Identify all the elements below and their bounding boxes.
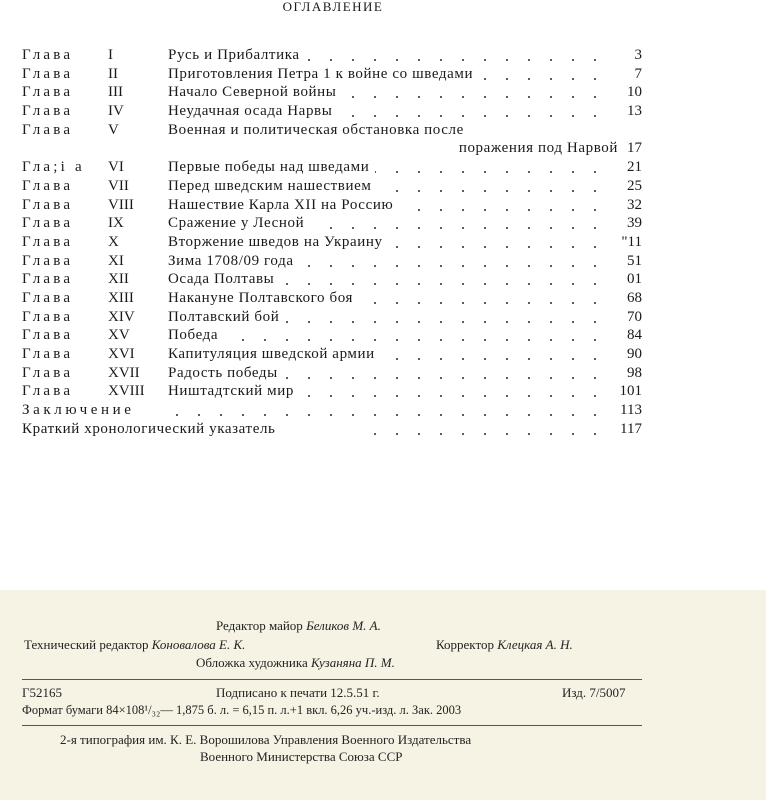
toc-row bbox=[22, 308, 642, 327]
chapter-number: XVII bbox=[108, 364, 140, 381]
chapter-page-number: 13 bbox=[627, 103, 642, 120]
dot-leader bbox=[300, 395, 606, 397]
chapter-word: Глава bbox=[22, 327, 74, 344]
chapter-page-number: 39 bbox=[627, 215, 642, 232]
chapter-number: V bbox=[108, 121, 119, 138]
chapter-page-number: 51 bbox=[627, 252, 642, 269]
chapter-word: Глава bbox=[22, 196, 74, 213]
dot-leader bbox=[359, 302, 606, 304]
dot-leader bbox=[389, 246, 606, 248]
toc-row bbox=[22, 102, 642, 121]
imprint-area bbox=[0, 590, 766, 800]
divider bbox=[22, 679, 642, 680]
toc-row bbox=[22, 121, 642, 158]
dot-leader bbox=[300, 265, 606, 267]
chapter-number: IV bbox=[108, 103, 124, 120]
toc-row-chronology bbox=[22, 420, 642, 439]
chapter-page-number: 98 bbox=[627, 364, 642, 381]
toc-row bbox=[22, 177, 642, 196]
chapter-number: VII bbox=[108, 177, 129, 194]
chapter-word: Глава bbox=[22, 84, 74, 101]
chapter-title: Зима 1708/09 года bbox=[168, 252, 294, 269]
toc-row bbox=[22, 364, 642, 383]
chapter-number: XI bbox=[108, 252, 124, 269]
dot-leader bbox=[310, 227, 606, 229]
toc-row bbox=[22, 270, 642, 289]
proofreader-name: Клецкая А. Н. bbox=[497, 637, 573, 652]
toc-row bbox=[22, 196, 642, 215]
editor-line bbox=[216, 618, 381, 634]
dot-leader bbox=[367, 433, 606, 435]
toc-row bbox=[22, 345, 642, 364]
chapter-title: Победа bbox=[168, 327, 219, 344]
chapter-page-number: 01 bbox=[627, 271, 642, 288]
chapter-title: Капитуляция шведской армии bbox=[168, 346, 375, 363]
toc-row bbox=[22, 326, 642, 345]
toc-page-number: 117 bbox=[620, 420, 642, 437]
printer-line-2: Военного Министерства Союза ССР bbox=[200, 749, 403, 764]
dot-leader bbox=[381, 358, 606, 360]
chapter-number: IX bbox=[108, 215, 124, 232]
chapter-word: Глава bbox=[22, 364, 74, 381]
chapter-word: Глава bbox=[22, 346, 74, 363]
chapter-number: II bbox=[108, 65, 118, 82]
chapter-word: Глава bbox=[22, 103, 74, 120]
chapter-title: Русь и Прибалтика bbox=[168, 47, 300, 63]
toc-row-conclusion bbox=[22, 401, 642, 420]
toc-row bbox=[22, 83, 642, 102]
tech-editor-line bbox=[24, 637, 245, 653]
chapter-page-number: 25 bbox=[627, 177, 642, 194]
printer-line-1: 2-я типография им. К. Е. Ворошилова Управления Военного Издательства bbox=[60, 732, 472, 747]
chapter-title: Военная и политическая обстановка после bbox=[168, 121, 464, 138]
dot-leader bbox=[338, 115, 606, 117]
chapter-number: XIV bbox=[108, 308, 135, 325]
toc-list bbox=[22, 46, 642, 438]
toc-row bbox=[22, 214, 642, 233]
chapter-title: Вторжение шведов на Украину bbox=[168, 233, 383, 250]
chapter-number: I bbox=[108, 47, 113, 63]
chapter-number: XII bbox=[108, 271, 129, 288]
chapter-page-number: "11 bbox=[621, 233, 642, 250]
chapter-word: Глава bbox=[22, 289, 74, 306]
toc-row bbox=[22, 252, 642, 271]
toc-row bbox=[22, 65, 642, 84]
dot-leader bbox=[479, 78, 606, 80]
chapter-word: Глава bbox=[22, 383, 74, 400]
chapter-title: Накануне Полтавского боя bbox=[168, 289, 354, 306]
chapter-word: Глава bbox=[22, 121, 74, 138]
divider bbox=[22, 725, 642, 726]
dot-leader bbox=[377, 190, 606, 192]
chapter-number: III bbox=[108, 84, 123, 101]
chapter-page-number: 101 bbox=[619, 383, 642, 400]
chapter-page-number: 21 bbox=[627, 159, 642, 176]
chapter-title-continued: поражения под Нарвой bbox=[458, 140, 618, 157]
toc-row bbox=[22, 158, 642, 177]
toc-row bbox=[22, 46, 642, 65]
cover-line bbox=[196, 655, 395, 671]
toc-title: ОГЛАВЛЕНИЕ bbox=[282, 0, 384, 14]
toc-row bbox=[22, 382, 642, 401]
toc-entry-title: Краткий хронологический указатель bbox=[22, 420, 276, 437]
chapter-word: Глава bbox=[22, 271, 74, 288]
izd-number: Изд. 7/5007 bbox=[562, 685, 626, 700]
chapter-number: VI bbox=[108, 159, 124, 176]
chapter-word: Глава bbox=[22, 308, 74, 325]
toc-page-number: 113 bbox=[620, 402, 642, 419]
chapter-title: Осада Полтавы bbox=[168, 271, 275, 288]
chapter-page-number: 90 bbox=[627, 346, 642, 363]
chapter-number: XV bbox=[108, 327, 130, 344]
chapter-word: Глава bbox=[22, 233, 74, 250]
dot-leader bbox=[168, 414, 606, 416]
chapter-number: X bbox=[108, 233, 119, 250]
cover-label: Обложка художника bbox=[196, 655, 308, 670]
tech-editor-name: Коновалова Е. К. bbox=[151, 637, 246, 652]
chapter-page-number: 10 bbox=[627, 84, 642, 101]
chapter-number: XVIII bbox=[108, 383, 145, 400]
chapter-word: Глава bbox=[22, 215, 74, 232]
chapter-title: Первые победы над шведами bbox=[168, 159, 370, 176]
proofreader-line bbox=[436, 637, 573, 653]
chapter-title: Радость победы bbox=[168, 364, 278, 381]
chapter-number: XVI bbox=[108, 346, 135, 363]
signed-date: Подписано к печати 12.5.51 г. bbox=[216, 685, 380, 700]
dot-leader bbox=[284, 377, 606, 379]
proofreader-label: Корректор bbox=[436, 637, 494, 652]
format-line: Формат бумаги 84×108¹/₃₂— 1,875 б. л. = 6,15 п. л.+1 вкл. 6,26 уч.-изд. л. Зак. 2003 bbox=[22, 703, 462, 717]
chapter-title: Полтавский бой bbox=[168, 308, 280, 325]
chapter-page-number: 68 bbox=[627, 289, 642, 306]
chapter-title: Сражение у Лесной bbox=[168, 215, 305, 232]
toc-entry-title: Заключение bbox=[22, 402, 135, 419]
toc-row bbox=[22, 233, 642, 252]
chapter-title: Начало Северной войны bbox=[168, 84, 337, 101]
chapter-word: Глава bbox=[22, 65, 74, 82]
dot-leader bbox=[306, 59, 606, 61]
chapter-word: Глава bbox=[22, 177, 74, 194]
chapter-page-number: 70 bbox=[627, 308, 642, 325]
chapter-word: Глава bbox=[22, 252, 74, 269]
dot-leader bbox=[285, 321, 606, 323]
editor-name: Беликов М. А. bbox=[306, 618, 381, 633]
tech-editor-label: Технический редактор bbox=[24, 637, 149, 652]
chapter-page-number: 32 bbox=[627, 196, 642, 213]
chapter-word: Глава bbox=[22, 47, 74, 63]
chapter-page-number: 17 bbox=[627, 140, 642, 157]
chapter-number: VIII bbox=[108, 196, 134, 213]
code: Г52165 bbox=[22, 685, 63, 700]
chapter-page-number: 7 bbox=[634, 65, 642, 82]
dot-leader bbox=[224, 339, 606, 341]
cover-name: Кузаняна П. М. bbox=[310, 655, 395, 670]
chapter-title: Ништадтский мир bbox=[168, 383, 294, 400]
chapter-page-number: 3 bbox=[634, 47, 642, 63]
editor-label: Редактор майор bbox=[216, 618, 303, 633]
dot-leader bbox=[375, 171, 606, 173]
chapter-number: XIII bbox=[108, 289, 134, 306]
chapter-word: Гла;i а bbox=[22, 159, 85, 176]
chapter-title: Неудачная осада Нарвы bbox=[168, 103, 333, 120]
toc-row bbox=[22, 289, 642, 308]
chapter-title: Нашествие Карла XII на Россию bbox=[168, 196, 394, 213]
dot-leader bbox=[280, 283, 606, 285]
chapter-page-number: 84 bbox=[627, 327, 642, 344]
dot-leader bbox=[342, 96, 606, 98]
chapter-title: Приготовления Петра 1 к войне со шведами bbox=[168, 65, 474, 82]
dot-leader bbox=[399, 209, 606, 211]
chapter-title: Перед шведским нашествием bbox=[168, 177, 372, 194]
